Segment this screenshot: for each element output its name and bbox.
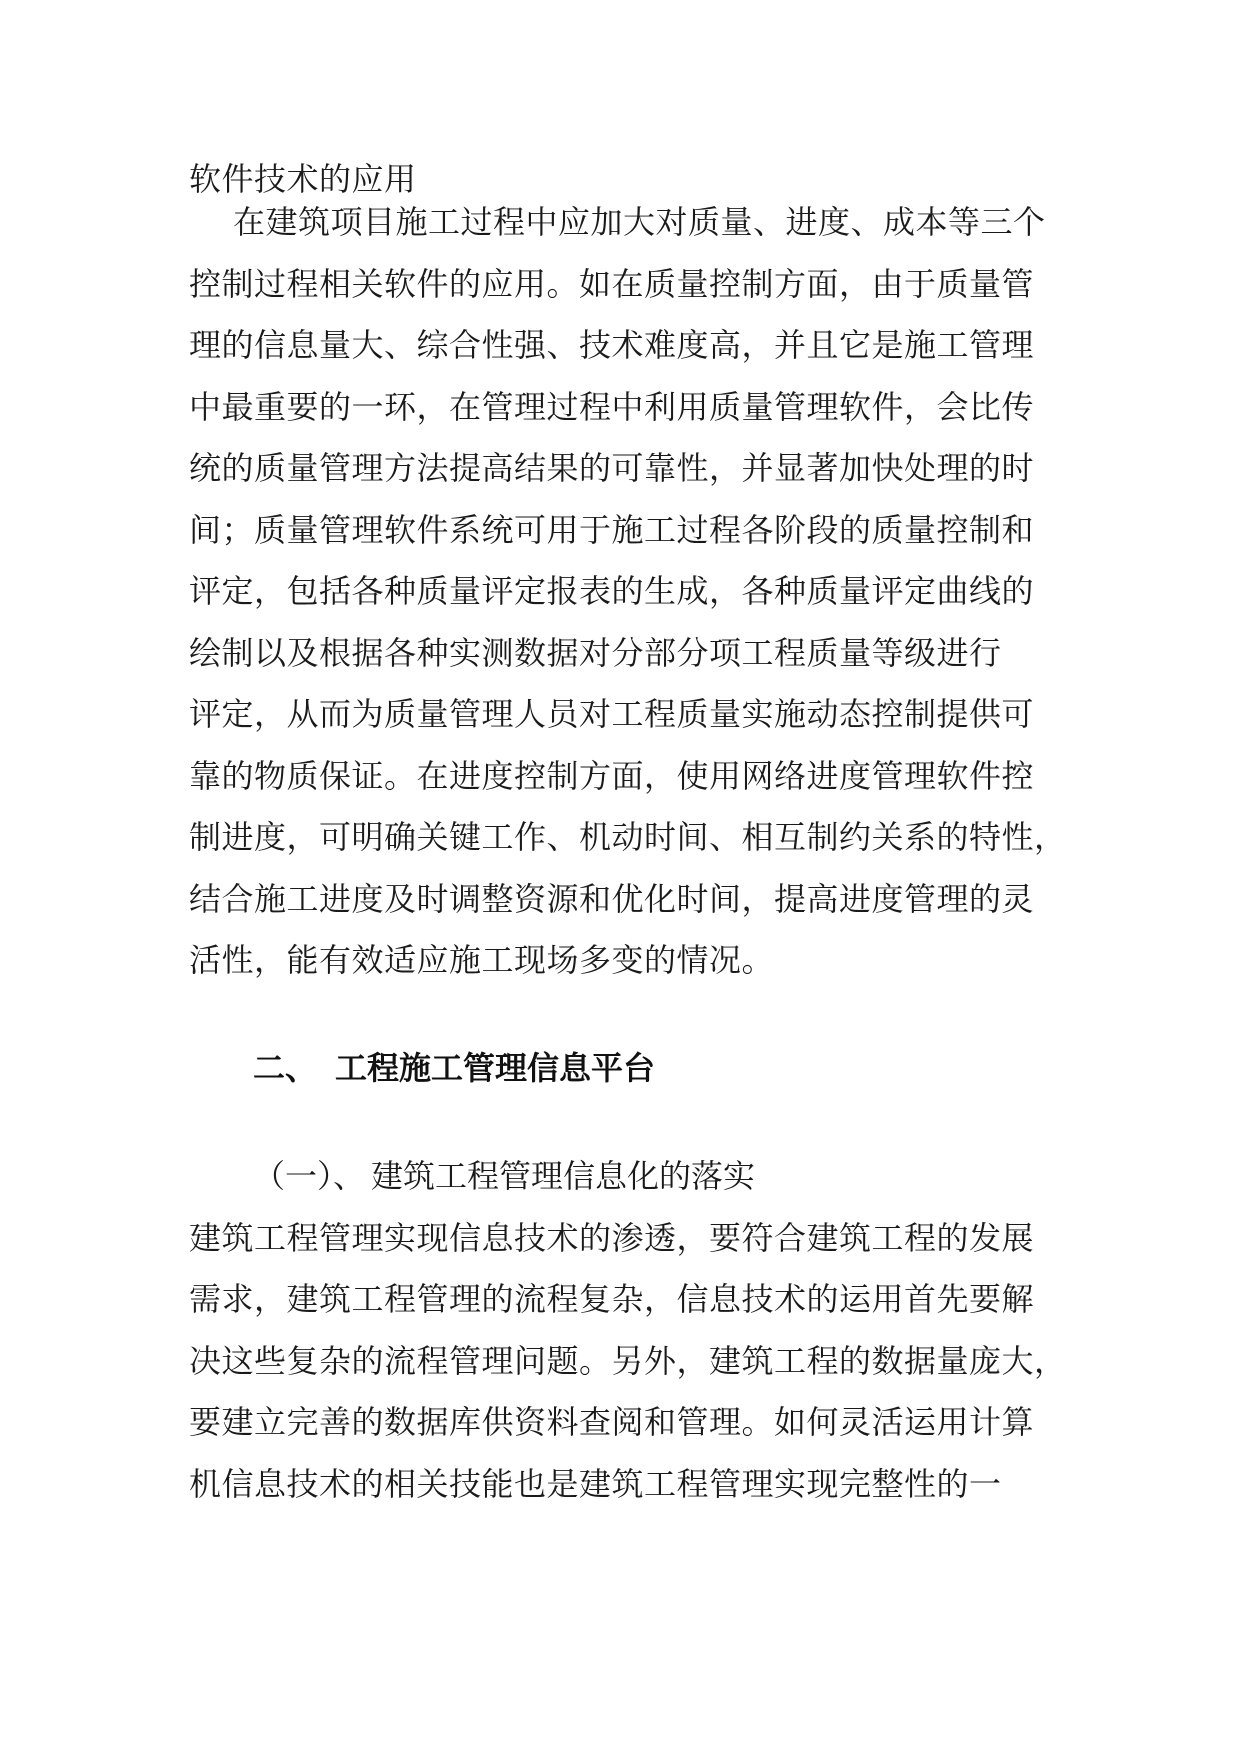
section-heading [253, 1046, 655, 1090]
text-line: 结合施工进度及时调整资源和优化时间，提高进度管理的灵 [189, 880, 1035, 918]
text-line: 理的信息量大、综合性强、技术难度高，并且它是施工管理 [189, 326, 1035, 364]
text-line: 绘制以及根据各种实测数据对分部分项工程质量等级进行 [189, 634, 1002, 672]
text-line: 决这些复杂的流程管理问题。另外，建筑工程的数据量庞大， [189, 1342, 1067, 1380]
text-line: 评定，从而为质量管理人员对工程质量实施动态控制提供可 [189, 695, 1035, 733]
text-line: 软件技术的应用 [189, 160, 417, 198]
text-line: 需求，建筑工程管理的流程复杂，信息技术的运用首先要解 [189, 1280, 1035, 1318]
text-line: 控制过程相关软件的应用。如在质量控制方面，由于质量管 [189, 265, 1035, 303]
section-heading-title: 工程施工管理信息平台 [335, 1049, 656, 1087]
text-line: 在建筑项目施工过程中应加大对质量、进度、成本等三个 [233, 203, 1046, 241]
text-line: 中最重要的一环，在管理过程中利用质量管理软件，会比传 [189, 388, 1035, 426]
text-line: 活性，能有效适应施工现场多变的情况。 [189, 941, 775, 979]
text-line: 靠的物质保证。在进度控制方面，使用网络进度管理软件控 [189, 757, 1035, 795]
text-line: 间；质量管理软件系统可用于施工过程各阶段的质量控制和 [189, 511, 1035, 549]
text-line: 要建立完善的数据库供资料查阅和管理。如何灵活运用计算 [189, 1403, 1035, 1441]
text-line: 评定，包括各种质量评定报表的生成，各种质量评定曲线的 [189, 572, 1035, 610]
text-line: 机信息技术的相关技能也是建筑工程管理实现完整性的一 [189, 1465, 1002, 1503]
text-line: 制进度，可明确关键工作、机动时间、相互制约关系的特性， [189, 818, 1067, 856]
text-line: 建筑工程管理实现信息技术的渗透，要符合建筑工程的发展 [189, 1219, 1035, 1257]
subsection-heading-title: 建筑工程管理信息化的落实 [371, 1157, 756, 1195]
text-line: 统的质量管理方法提高结果的可靠性，并显著加快处理的时 [189, 449, 1035, 487]
subsection-heading [253, 1154, 755, 1198]
section-heading-number: 二、 [253, 1049, 318, 1087]
subsection-heading-number: （一）、 [253, 1157, 366, 1195]
